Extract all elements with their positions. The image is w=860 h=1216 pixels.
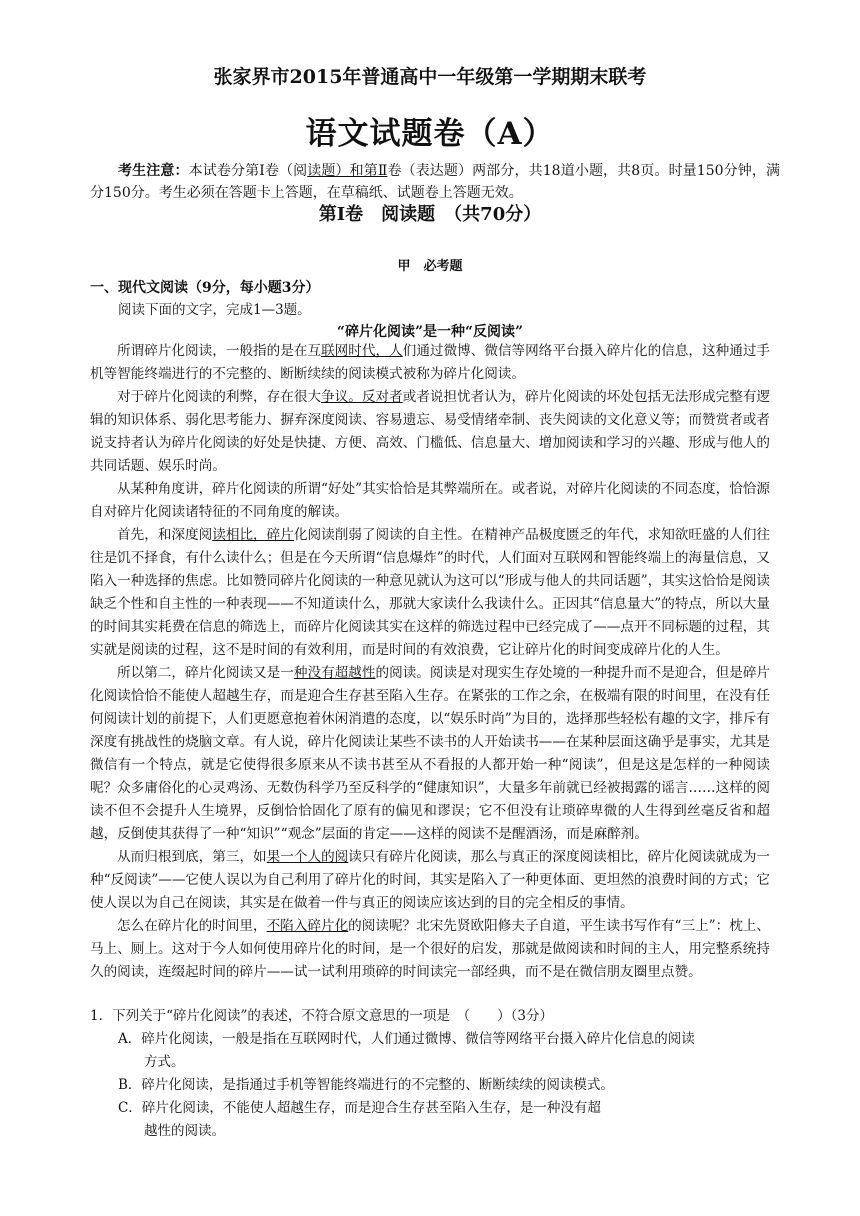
article-paragraph: 怎么在碎片化的时间里，不陷入碎片化的阅读呢？北宋先贤欧阳修夫子自道，平生读书写作有“三上”：枕上、马上、厕上。这对于今人如何使用碎片化的时间，是一个很好的启发，那就是做阅读和时间的主人，用完整系统持久的阅读，连缀起时间的碎片——试一试利用琐碎的时间读完一部经典，而不是在微信朋友圈里点赞。: [90, 918, 771, 980]
article-title: “碎片化阅读”是一种“反阅读”: [336, 324, 524, 340]
notice-text: 本试卷分第Ⅰ卷（阅: [188, 163, 308, 179]
article-body: [90, 340, 770, 984]
article-paragraph: 从某种角度讲，碎片化阅读的所谓“好处”其实恰恰是其弊端所在。或者说，对碎片化阅读的不同态度，恰恰源自对碎片化阅读诸特征的不同角度的解读。: [90, 481, 770, 520]
exam-notice: [90, 160, 780, 204]
notice-text-rest: 卷（表达题）两部分，共18道小题，共8页。时量150分钟，满分150分。考生必须在答题卡上答题，在草稿纸、试题卷上答题无效。: [90, 163, 781, 201]
article-paragraph: 从而归根到底，第三，如果一个人的阅读只有碎片化阅读，那么与真正的深度阅读相比，碎片化阅读就成为一种“反阅读”——它使人误以为自己利用了碎片化的时间，其实是陷入了一种更体面、更坦然的浪费时间的方式；它使人误以为自己在阅读，其实是在做着一件与真正的阅读应该达到的目的完全相反的事情。: [90, 849, 771, 911]
question-block: [90, 1005, 780, 1143]
article-paragraph: 首先，和深度阅读相比，碎片化阅读削弱了阅读的自主性。在精神产品极度匮乏的年代，求知欲旺盛的人们往往是饥不择食，有什么读什么；但是在今天所谓“信息爆炸”的时代，人们面对互联网和智能终端上的海量信息，又陷入一种选择的焦虑。比如赞同碎片化阅读的一种意见就认为这可以“形成与他人的共同话题”，其实这恰恰是阅读缺乏个性和自主性的一种表现——不知道读什么，那就大家读什么我读什么。正因其“信息量大”的特点，所以大量的时间其实耗费在信息的筛选上，而碎片化阅读其实在这样的筛选过程中已经完成了——点开不同标题的过程，其实就是阅读的过程，这不是时间的有效利用，而是时间的有效浪费，它让碎片化的时间变成碎片化的人生。: [90, 527, 771, 658]
subsection-title: 甲 必考题: [397, 259, 463, 274]
part-heading: 一、现代文阅读（9分，每小题3分）: [90, 280, 320, 296]
article-paragraph: 所谓碎片化阅读，一般指的是在互联网时代，人们通过微博、微信等网络平台摄入碎片化的信息，这种通过手机等智能终端进行的不完整的、断断续续的阅读模式被称为碎片化阅读。: [90, 343, 771, 382]
notice-text-underlined: 读题）和第Ⅱ: [307, 163, 388, 179]
article-paragraph: 对于碎片化阅读的利弊，存在很大争议。反对者或者说担忧者认为，碎片化阅读的坏处包括无法形成完整有逻辑的知识体系、弱化思考能力、摒弃深度阅读、容易遗忘、易受情绪牵制、丧失阅读的文化意义等；而赞赏者或者说支持者认为碎片化阅读的好处是快捷、方便、高效、门槛低、信息量大、增加阅读和学习的兴趣、形成与他人的共同话题、娱乐时尚。: [90, 389, 771, 474]
question-1-option-a: A．碎片化阅读，一般是指在互联网时代，人们通过微博、微信等网络平台摄入碎片化信息的阅读 方式。: [118, 1031, 695, 1070]
question-1-option-c: C．碎片化阅读，不能使人超越生存，而是迎合生存甚至陷入生存，是一种没有超 越性的阅读。: [118, 1100, 601, 1139]
exam-title: 张家界市2015年普通高中一年级第一学期期末联考: [213, 66, 647, 88]
section-title: 第Ⅰ卷 阅读题 （共70分）: [318, 204, 542, 225]
notice-label: 考生注意：: [118, 163, 189, 179]
article-paragraph: 所以第二，碎片化阅读又是一种没有超越性的阅读。阅读是对现实生存处境的一种提升而不是迎合，但是碎片化阅读恰恰不能使人超越生存，而是迎合生存甚至陷入生存。在紧张的工作之余，在极端有限的时间里，在没有任何阅读计划的前提下，人们更愿意抱着休闲消遣的态度，以“娱乐时尚”为目的，选择那些轻松有趣的文字，排斥有深度有挑战性的烧脑文章。有人说，碎片化阅读让某些不读书的人开始读书——在某种层面这确乎是事实，尤其是微信有一个特点，就是它使得很多原来从不读书甚至从不看报的人都开始一种“阅读”，但是这是怎样的一种阅读呢？众多庸俗化的心灵鸡汤、无数伪科学乃至反科学的“健康知识”，大量多年前就已经被揭露的谣言……这样的阅读不但不会提升人生境界，反倒恰恰固化了原有的偏见和谬误；它不但没有让琐碎卑微的人生得到丝毫反省和超越，反倒使其获得了一种“知识”“观念”层面的肯定——这样的阅读不是醒酒汤，而是麻醉剂。: [90, 665, 771, 842]
question-1-stem: 1．下列关于“碎片化阅读”的表述，不符合原文意思的一项是 （ ）（3分）: [90, 1008, 553, 1024]
paper-title: 语文试题卷（A）: [305, 116, 555, 152]
question-1-option-b: B．碎片化阅读，是指通过手机等智能终端进行的不完整的、断断续续的阅读模式。: [118, 1077, 614, 1093]
reading-instruction: 阅读下面的文字，完成1—3题。: [118, 302, 311, 318]
